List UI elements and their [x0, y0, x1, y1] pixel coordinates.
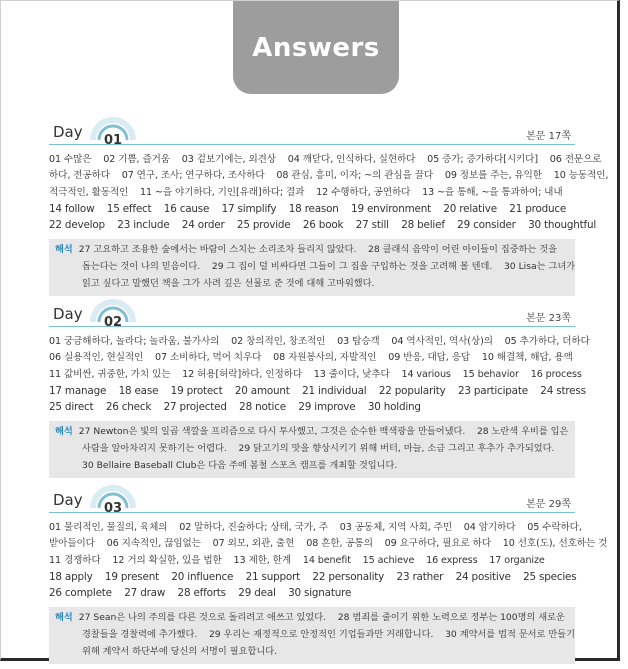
- day-section-02: [49, 301, 590, 478]
- commentary-line: 읽고 싶다고 말했던 책을 그가 사려 깊은 선물로 준 것에 대해 고마워했다.: [82, 277, 375, 289]
- vocab-line: 01 궁금해하다, 놀라다; 놀라움, 불가사의 02 창의적인, 창조적인 03 탑승객 04 역사적인, 역사(상)의 05 추가하다, 더하다: [49, 336, 590, 347]
- commentary-tag: 해석: [55, 244, 73, 256]
- commentary-line: 경찰들을 경찰력에 추가했다. 29 우리는 재정적으로 안정적인 기업들과만 거래합니다. 30 계약서를 법적 문서로 만들기: [82, 629, 575, 641]
- commentary-box: [49, 607, 575, 664]
- day-section-01: [49, 119, 609, 296]
- commentary-tag: 해석: [55, 426, 73, 438]
- vocab-line: 01 수많은 02 기쁨, 즐거움 03 겉보기에는, 외견상 04 깨닫다, 인식하다, 실현하다 05 증가; 증가하다[시키다] 06 전문으로: [49, 154, 602, 165]
- day-number-badge: [89, 106, 137, 154]
- vocab-answers: [49, 334, 590, 415]
- vocab-line: 01 물리적인, 물질의, 육체의 02 말하다, 진술하다; 상태, 국가, 주 03 공동체, 지역 사회, 주민 04 암기하다 05 수락하다,: [49, 522, 582, 533]
- vocab-answers: [49, 152, 609, 233]
- vocab-line: 하다, 전공하다 07 연구, 조사; 연구하다, 조사하다 08 관심, 흥미, 이자; ~의 관심을 끌다 09 정보를 주는, 유익한 10 능동적인,: [49, 170, 609, 182]
- divider: [49, 326, 575, 327]
- vocab-line: 06 실용적인, 현실적인 07 소비하다, 먹어 치우다 08 자원봉사의, 자발적인 09 반응, 대답, 응답 10 해결책, 해답, 용액: [49, 352, 573, 364]
- vocab-line-english: 25 direct 26 check 27 projected 28 notice 29 improve 30 holding: [49, 401, 421, 414]
- answers-title: Answers: [233, 1, 399, 94]
- day-section-03: [49, 487, 608, 664]
- page-reference: 본문 17쪽: [526, 131, 571, 142]
- vocab-line-english: 18 apply 19 present 20 influence 21 support 22 personality 23 rather 24 positive 25 species: [49, 570, 577, 583]
- divider: [49, 512, 575, 513]
- day-label: Day: [53, 491, 83, 509]
- day-label: Day: [53, 123, 83, 141]
- commentary-line: 30 Bellaire Baseball Club은 다음 주에 봄철 스포츠 캠프를 개최할 것입니다.: [82, 459, 398, 471]
- vocab-line-english: 17 manage 18 ease 19 protect 20 amount 21 individual 22 popularity 23 participate 24 stress: [49, 384, 586, 397]
- commentary-line: 위해 계약서 하단부에 당신의 서명이 필요합니다.: [82, 645, 278, 657]
- svg-text:03: 03: [103, 501, 123, 516]
- vocab-line: 11 경쟁하다 12 거의 확실한, 있을 법한 13 제한, 한계 14 benefit 15 achieve 16 express 17 organize: [49, 554, 545, 566]
- day-label: Day: [53, 305, 83, 323]
- divider: [49, 144, 575, 145]
- svg-text:02: 02: [103, 315, 123, 330]
- commentary-line: 27 고요하고 조용한 숲에서는 바람이 스치는 소리조차 들리지 않았다. 28 클래식 음악이 어린 아이들이 집중하는 것을: [78, 244, 558, 256]
- vocab-line: 적극적인, 활동적인 11 ~을 야기하다, 기인[유래]하다; 결과 12 수행하다, 공연하다 13 ~을 통해, ~을 통과하여; 내내: [49, 186, 563, 198]
- svg-text:01: 01: [103, 133, 123, 148]
- commentary-line: 돕는다는 것이 나의 믿음이다. 29 그 집이 덜 비싸다면 그들이 그 집을 구입하는 것을 고려해 볼 텐데. 30 Lisa는 그녀가: [82, 261, 576, 273]
- commentary-line: 27 Newton은 빛의 일곱 색깔을 프리즘으로 다시 투사했고, 그것은 순수한 백색광을 만들어냈다. 28 노란색 우비를 입은: [78, 426, 569, 438]
- vocab-line-english: 26 complete 27 draw 28 efforts 29 deal 30 signature: [49, 587, 352, 600]
- page-reference: 본문 23쪽: [526, 313, 571, 324]
- vocab-line-english: 14 follow 15 effect 16 cause 17 simplify 18 reason 19 environment 20 relative 21 produce: [49, 202, 567, 215]
- day-number-badge: [89, 474, 137, 522]
- day-header: [49, 487, 575, 517]
- vocab-answers: [49, 520, 608, 601]
- day-header: [49, 119, 575, 149]
- commentary-box: [49, 421, 575, 478]
- commentary-line: 사람을 알아차리지 못하기는 어렵다. 29 닭고기의 맛을 향상시키기 위해 버터, 마늘, 소금 그리고 후추가 추가되었다.: [82, 443, 555, 455]
- day-header: [49, 301, 575, 331]
- commentary-tag: 해석: [55, 612, 73, 624]
- vocab-line: 11 값비싼, 귀중한, 가치 있는 12 허용[허락]하다, 인정하다 13 줄이다, 낮추다 14 various 15 behavior 16 process: [49, 368, 582, 380]
- vocab-line: 받아들이다 06 지속적인, 끊임없는 07 외모, 외관, 출현 08 흔한, 공통의 09 요구하다, 필요로 하다 10 선호(도), 선호하는 것: [49, 538, 608, 550]
- commentary-line: 27 Sean은 나의 주의를 다른 것으로 돌리려고 애쓰고 있었다. 28 범죄를 줄이기 위한 노력으로 정부는 100명의 새로운: [78, 612, 565, 624]
- day-number-badge: [89, 288, 137, 336]
- vocab-line-english: 22 develop 23 include 24 order 25 provide 26 book 27 still 28 belief 29 consider 30 thoughtful: [49, 219, 597, 232]
- page-reference: 본문 29쪽: [526, 499, 571, 510]
